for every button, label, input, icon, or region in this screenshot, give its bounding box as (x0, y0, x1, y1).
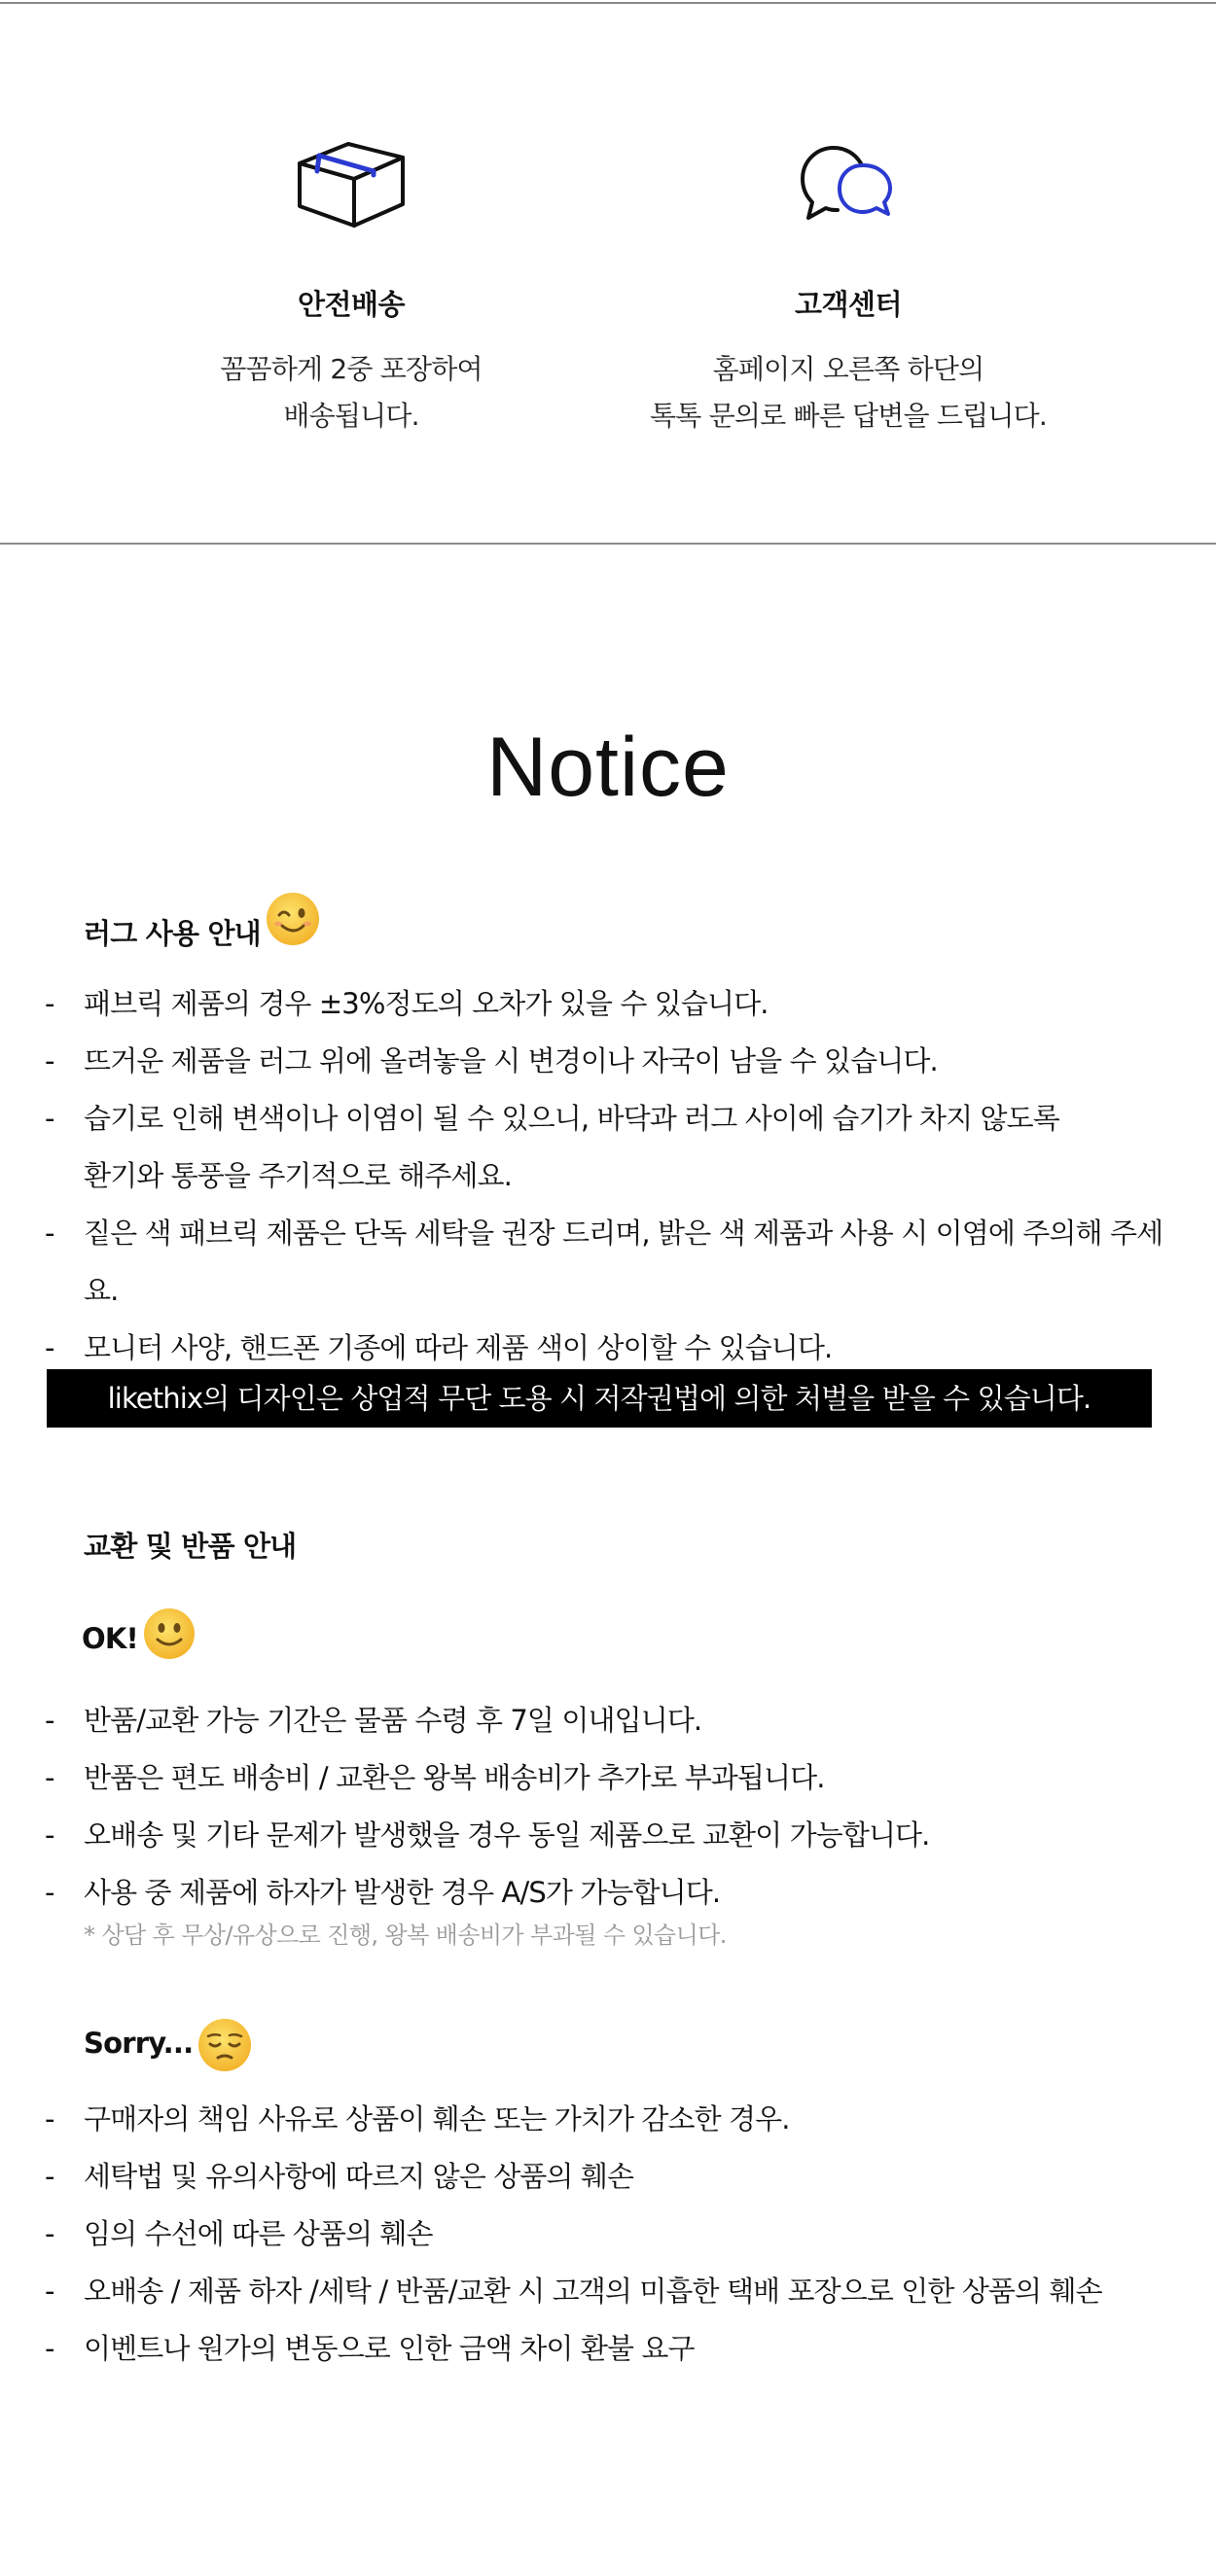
list-item: - 이벤트나 원가의 변동으로 인한 금액 차이 환불 요구 (45, 2332, 695, 2365)
feature-description (79, 346, 624, 440)
copyright-banner: likethix의 디자인은 상업적 무단 도용 시 저작권법에 의한 처벌을 받을 수 있습니다. (47, 1369, 1152, 1428)
feature-customer-center (576, 136, 1121, 432)
exchange-ok-list (45, 1692, 1193, 1922)
list-item: - 반품은 편도 배송비 / 교환은 왕복 배송비가 추가로 부과됩니다. (45, 1761, 825, 1794)
list-item: - 반품/교환 가능 기간은 물품 수령 후 7일 이내입니다. (45, 1704, 702, 1737)
feature-title: 안전배송 (297, 288, 406, 321)
list-item: - 오배송 및 기타 문제가 발생했을 경우 동일 제품으로 교환이 가능합니다. (45, 1818, 930, 1852)
feature-title: 고객센터 (794, 288, 903, 321)
notice-title: Notice (486, 721, 730, 814)
list-item: - 짙은 색 패브릭 제품은 단독 세탁을 권장 드리며, 밝은 색 제품과 사용 시 이염에 주의해 주세요. (45, 1217, 1163, 1307)
exchange-sorry-list (45, 2091, 1193, 2378)
list-item: - 사용 중 제품에 하자가 발생한 경우 A/S가 가능합니다. (45, 1876, 721, 1909)
box-icon (288, 136, 414, 233)
top-divider (0, 2, 1216, 4)
exchange-return-heading: 교환 및 반품 안내 (84, 1530, 297, 1563)
smiling-face-icon (142, 1606, 197, 1661)
as-note: * 상담 후 무상/유상으로 진행, 왕복 배송비가 부과될 수 있습니다. (84, 1922, 727, 1949)
list-item: - 뜨거운 제품을 러그 위에 올려놓을 시 변경이나 자국이 남을 수 있습니다. (45, 1044, 938, 1077)
list-item: - 세탁법 및 유의사항에 따르지 않은 상품의 훼손 (45, 2160, 634, 2193)
list-item: - 구매자의 책임 사유로 상품이 훼손 또는 가치가 감소한 경우. (45, 2102, 790, 2135)
list-item: - 임의 수선에 따른 상품의 훼손 (45, 2217, 433, 2250)
list-item: - 습기로 인해 변색이나 이염이 될 수 있으니, 바닥과 러그 사이에 습기가 차지 않도록 환기와 통풍을 주기적으로 해주세요. (45, 1102, 1059, 1192)
list-item: - 패브릭 제품의 경우 ±3%정도의 오차가 있을 수 있습니다. (45, 987, 769, 1020)
feature-description-line: 꼼꼼하게 2중 포장하여 (220, 353, 483, 385)
ok-label: OK! (82, 1622, 138, 1655)
chat-bubbles-icon (795, 136, 902, 233)
sorry-label: Sorry... (84, 2027, 194, 2060)
section-divider (0, 543, 1216, 545)
winking-face-icon (265, 891, 321, 947)
feature-description-line: 톡톡 문의로 빠른 답변을 드립니다. (650, 400, 1047, 432)
feature-description (576, 346, 1121, 440)
feature-description-line: 배송됩니다. (283, 400, 419, 432)
pensive-face-icon (197, 2017, 253, 2073)
rug-usage-heading: 러그 사용 안내 (84, 917, 261, 950)
feature-safe-shipping (79, 136, 624, 432)
list-item: - 오배송 / 제품 하자 /세탁 / 반품/교환 시 고객의 미흡한 택배 포장으로 인한 상품의 훼손 (45, 2275, 1102, 2308)
rug-usage-list (45, 975, 1193, 1377)
feature-description-line: 홈페이지 오른쪽 하단의 (712, 353, 984, 385)
list-item: - 모니터 사양, 핸드폰 기종에 따라 제품 색이 상이할 수 있습니다. (45, 1331, 833, 1364)
